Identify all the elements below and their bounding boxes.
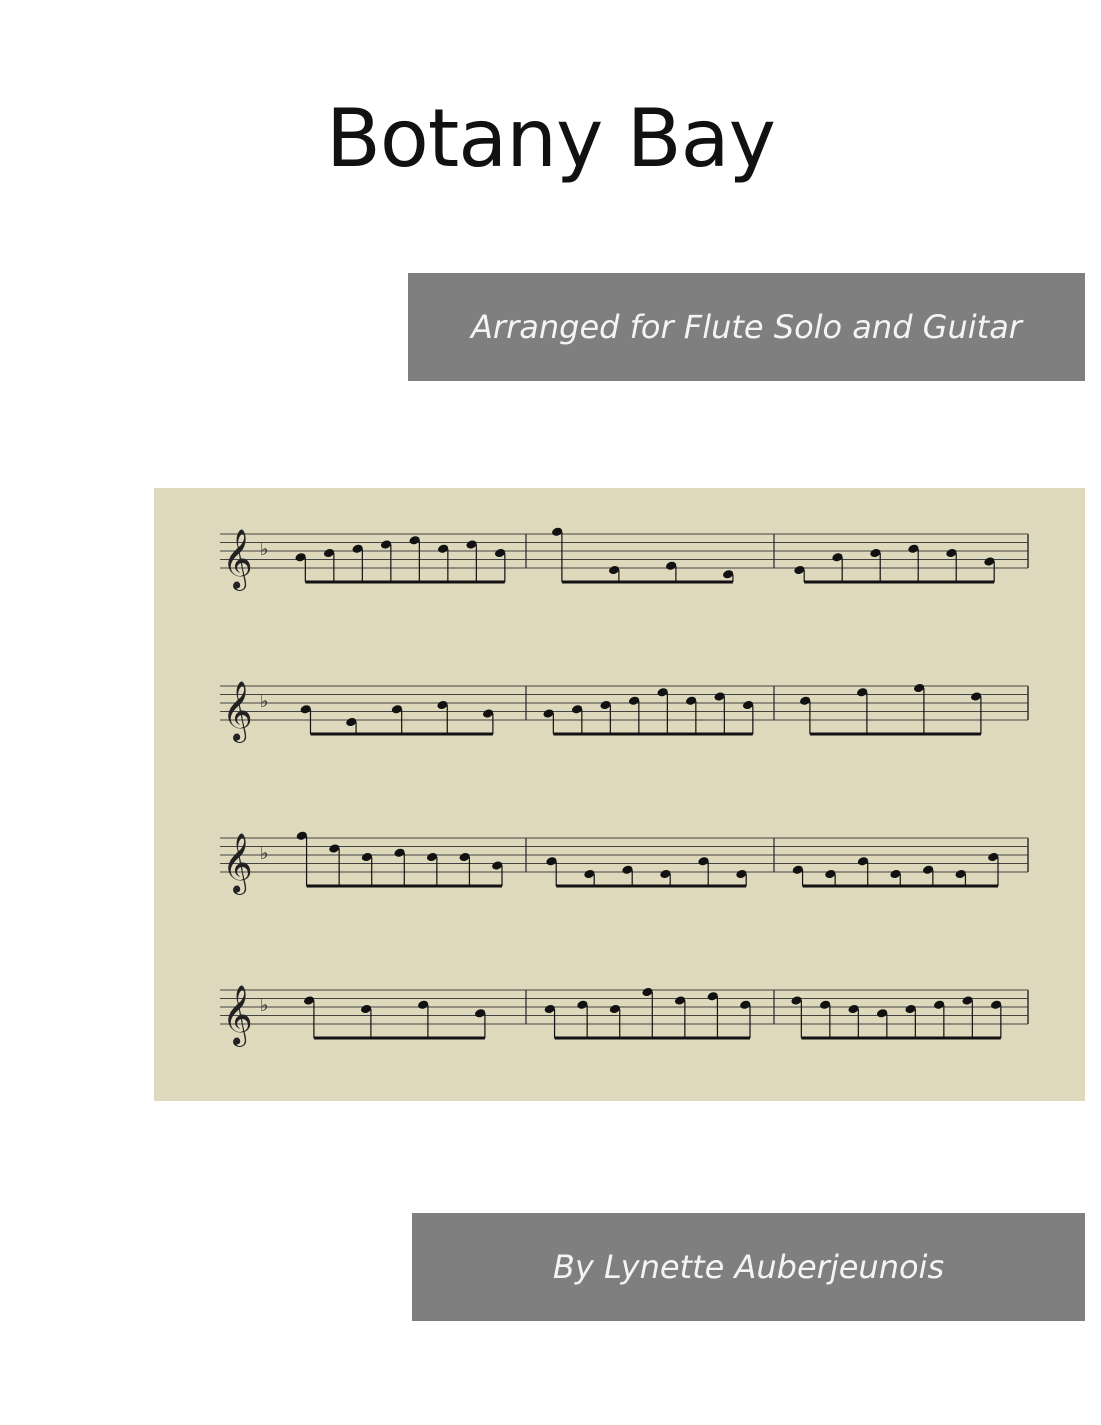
treble-clef-icon: 𝄞 (222, 833, 253, 893)
treble-clef-icon: 𝄞 (222, 681, 253, 741)
flat-icon: ♭ (260, 995, 269, 1016)
treble-clef-icon: 𝄞 (222, 985, 253, 1045)
page-title: Botany Bay (326, 92, 775, 185)
flat-icon: ♭ (260, 691, 269, 712)
subtitle-banner (408, 273, 1085, 381)
sheet-music-excerpt (154, 488, 1085, 1101)
flat-icon: ♭ (260, 843, 269, 864)
music-score (154, 488, 1085, 1101)
flat-icon: ♭ (260, 539, 269, 560)
treble-clef-icon: 𝄞 (222, 529, 253, 589)
author-banner (412, 1213, 1085, 1321)
subtitle-text: Arranged for Flute Solo and Guitar (471, 308, 1022, 346)
author-text: By Lynette Auberjeunois (552, 1248, 945, 1286)
